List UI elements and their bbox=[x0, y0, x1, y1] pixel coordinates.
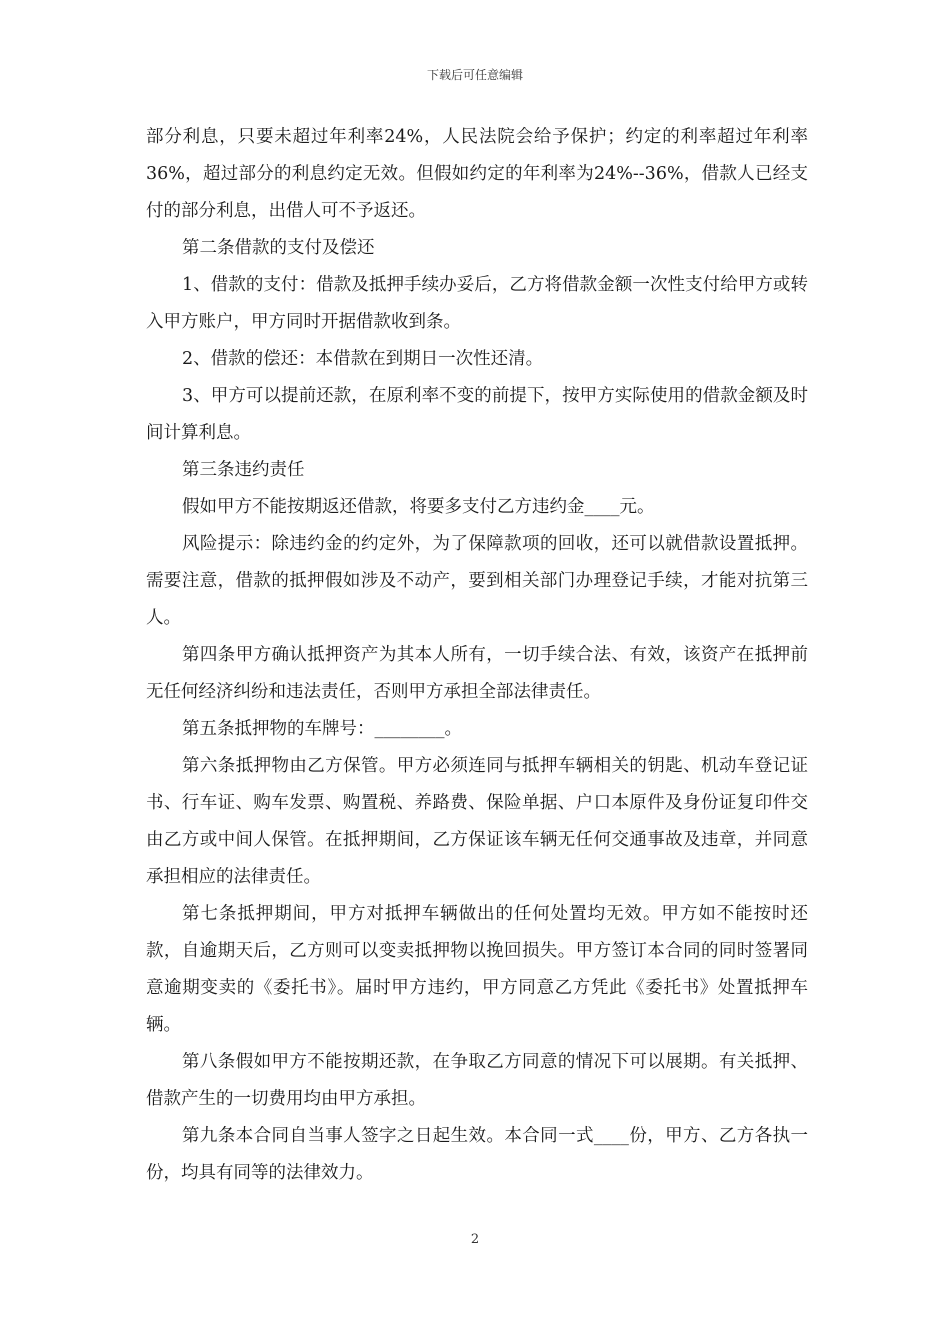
article-2-clause-2: 2、借款的偿还：本借款在到期日一次性还清。 bbox=[182, 349, 544, 369]
article-2-clause-3: 3、甲方可以提前还款，在原利率不变的前提下，按甲方实际使用的借款金额及时间计算利息。 bbox=[146, 386, 808, 443]
risk-notice: 风险提示：除违约金的约定外，为了保障款项的回收，还可以就借款设置抵押。需要注意，借款的抵押假如涉及不动产，要到相关部门办理登记手续，才能对抗第三人。 bbox=[146, 534, 808, 628]
article-3-heading: 第三条违约责任 bbox=[182, 460, 305, 480]
document-body bbox=[146, 119, 808, 1192]
article-6: 第六条抵押物由乙方保管。甲方必须连同与抵押车辆相关的钥匙、机动车登记证书、行车证、购车发票、购置税、养路费、保险单据、户口本原件及身份证复印件交由乙方或中间人保管。在抵押期间，乙方保证该车辆无任何交通事故及违章，并同意承担相应的法律责任。 bbox=[146, 756, 808, 887]
article-5: 第五条抵押物的车牌号：________。 bbox=[182, 719, 462, 739]
page-header: 下载后可任意编辑 bbox=[426, 68, 523, 82]
article-8: 第八条假如甲方不能按期还款，在争取乙方同意的情况下可以展期。有关抵押、借款产生的一切费用均由甲方承担。 bbox=[146, 1052, 808, 1109]
paragraph-interest-continuation: 部分利息，只要未超过年利率24%，人民法院会给予保护；约定的利率超过年利率36%，超过部分的利息约定无效。但假如约定的年利率为24%--36%，借款人已经支付的部分利息，出借人可不予返还。 bbox=[146, 127, 808, 221]
page-number: 2 bbox=[470, 1232, 480, 1247]
article-4: 第四条甲方确认抵押资产为其本人所有，一切手续合法、有效，该资产在抵押前无任何经济纠纷和违法责任，否则甲方承担全部法律责任。 bbox=[146, 645, 808, 702]
article-2-heading: 第二条借款的支付及偿还 bbox=[182, 238, 375, 258]
article-9: 第九条本合同自当事人签字之日起生效。本合同一式____份，甲方、乙方各执一份，均具有同等的法律效力。 bbox=[146, 1126, 808, 1183]
article-3-penalty: 假如甲方不能按期返还借款，将要多支付乙方违约金____元。 bbox=[182, 497, 655, 517]
article-2-clause-1: 1、借款的支付：借款及抵押手续办妥后，乙方将借款金额一次性支付给甲方或转入甲方账户，甲方同时开据借款收到条。 bbox=[146, 275, 808, 332]
article-7: 第七条抵押期间，甲方对抵押车辆做出的任何处置均无效。甲方如不能按时还款，自逾期天后，乙方则可以变卖抵押物以挽回损失。甲方签订本合同的同时签署同意逾期变卖的《委托书》。届时甲方违约，甲方同意乙方凭此《委托书》处置抵押车辆。 bbox=[146, 904, 808, 1035]
